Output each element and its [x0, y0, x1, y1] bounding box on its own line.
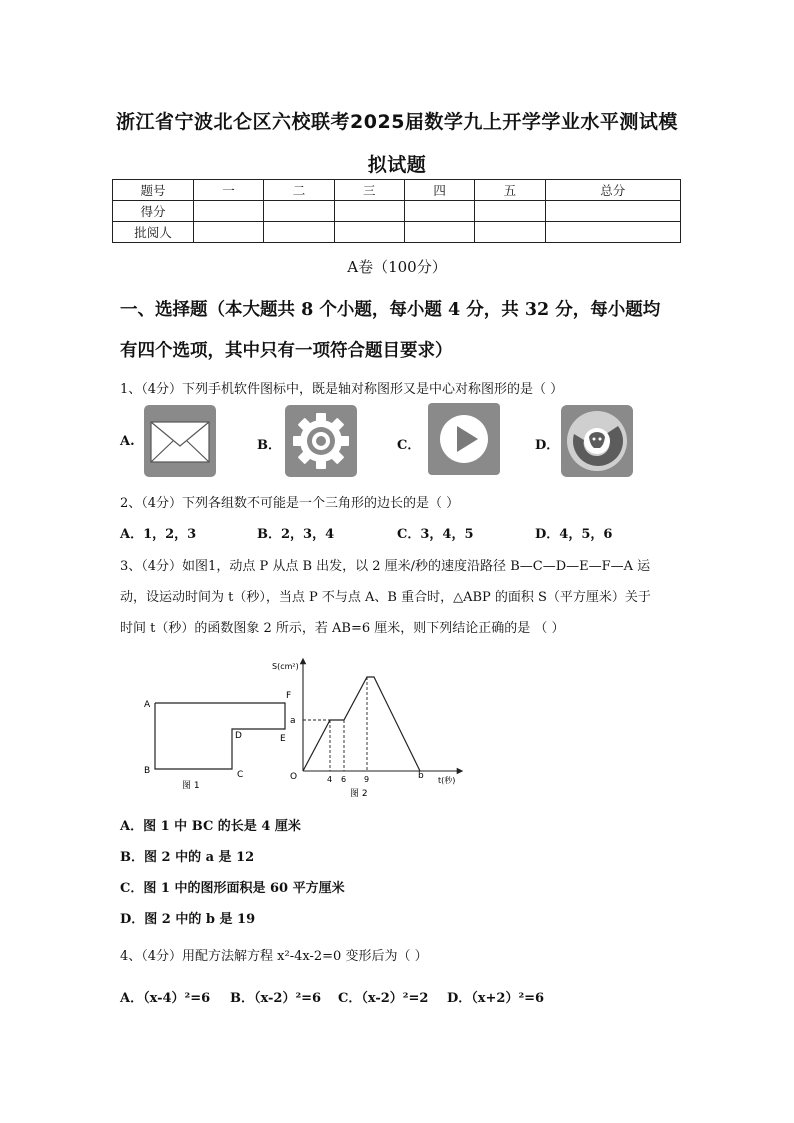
doc-title-line1: 浙江省宁波北仑区六校联考2025届数学九上开学学业水平测试模 — [116, 111, 678, 133]
q1-option-d-label: D． — [535, 438, 560, 453]
fig2-xlabel: t(秒) — [438, 776, 456, 785]
fig1-label-d: D — [235, 731, 242, 741]
envelope-icon — [143, 404, 217, 478]
fig1-label-b: B — [144, 766, 151, 776]
play-icon — [427, 402, 501, 476]
q1-option-b-label: B． — [257, 438, 281, 453]
gear-icon — [284, 404, 358, 478]
fig1-label-c: C — [237, 770, 244, 780]
table-cell — [545, 222, 680, 243]
table-cell — [404, 201, 474, 222]
q1-option-c-label: C． — [397, 438, 421, 453]
table-cell: 批阅人 — [113, 222, 194, 243]
q4-option-b: B．（x-2）²=6 — [230, 991, 322, 1006]
question-2-stem: 2、（4分）下列各组数不可能是一个三角形的边长的是（ ） — [120, 496, 460, 511]
table-cell — [334, 222, 404, 243]
table-cell — [545, 201, 680, 222]
q3-option-c: C．图 1 中的图形面积是 60 平方厘米 — [120, 881, 345, 896]
table-cell — [264, 222, 334, 243]
fig1-label-e: E — [280, 734, 286, 744]
section-heading-line1: 一、选择题（本大题共 8 个小题，每小题 4 分，共 32 分，每小题均 — [120, 300, 661, 320]
score-table — [112, 179, 681, 243]
fig1-label-a: A — [144, 700, 151, 710]
fig2-tick-9: 9 — [364, 775, 370, 784]
q4-option-a: A．（x-4）²=6 — [120, 991, 211, 1006]
q1-option-a-label: A. — [120, 434, 135, 449]
q3-option-b: B．图 2 中的 a 是 12 — [120, 850, 255, 865]
browser-logo-icon — [560, 404, 634, 478]
q2-option-d: D．4，5，6 — [535, 527, 613, 542]
table-cell — [264, 201, 334, 222]
q2-option-b: B．2，3，4 — [257, 527, 335, 542]
table-cell: 二 — [264, 180, 334, 201]
table-cell — [404, 222, 474, 243]
fig2-ylabel: S(cm²) — [272, 662, 299, 671]
table-cell: 一 — [194, 180, 264, 201]
score-table-header-row — [113, 180, 681, 201]
fig1-label-f: F — [286, 691, 292, 701]
table-cell: 题号 — [113, 180, 194, 201]
score-table-row — [113, 201, 681, 222]
question-1-stem: 1、（4分）下列手机软件图标中，既是轴对称图形又是中心对称图形的是（ ） — [120, 382, 564, 397]
question-3-stem-line1: 3、（4分）如图1，动点 P 从点 B 出发，以 2 厘米/秒的速度沿路径 B—C—D—E—F—A 运 — [120, 559, 651, 574]
score-table-row — [113, 222, 681, 243]
table-cell — [334, 201, 404, 222]
doc-title-line2: 拟试题 — [367, 154, 427, 176]
q4-option-c: C．（x-2）²=2 — [338, 991, 429, 1006]
table-cell: 三 — [334, 180, 404, 201]
q3-option-d: D．图 2 中的 b 是 19 — [120, 912, 256, 927]
q3-option-a: A．图 1 中 BC 的长是 4 厘米 — [120, 819, 301, 834]
fig1-caption: 图 1 — [182, 781, 200, 791]
fig2-b-label: b — [418, 771, 424, 781]
q4-option-d: D．（x+2）²=6 — [447, 991, 545, 1006]
table-cell — [194, 201, 264, 222]
table-cell: 总分 — [545, 180, 680, 201]
fig2-tick-6: 6 — [341, 775, 347, 784]
table-cell — [194, 222, 264, 243]
q2-option-a: A．1，2，3 — [120, 527, 197, 542]
fig2-caption: 图 2 — [350, 789, 368, 799]
question-3-stem-line2: 动，设运动时间为 t（秒），当点 P 不与点 A、B 重合时，△ABP 的面积 S（平方厘米）关于 — [120, 590, 651, 605]
fig2-a-label: a — [290, 716, 296, 726]
table-cell — [475, 222, 545, 243]
fig2-origin-label: O — [290, 772, 298, 782]
table-cell: 四 — [404, 180, 474, 201]
fig2-graph-line — [303, 677, 420, 771]
question-3-stem-line3: 时间 t（秒）的函数图象 2 所示，若 AB=6 厘米，则下列结论正确的是 （ ） — [120, 621, 565, 636]
table-cell: 得分 — [113, 201, 194, 222]
table-cell: 五 — [475, 180, 545, 201]
section-heading-line2: 有四个选项，其中只有一项符合题目要求） — [120, 341, 453, 361]
figure-2 — [270, 655, 470, 803]
q2-option-c: C．3，4，5 — [397, 527, 474, 542]
volume-label: A卷（100分） — [347, 258, 447, 276]
question-4-stem: 4、（4分）用配方法解方程 x²-4x-2=0 变形后为（ ） — [120, 949, 428, 964]
table-cell — [475, 201, 545, 222]
fig2-tick-4: 4 — [327, 775, 333, 784]
